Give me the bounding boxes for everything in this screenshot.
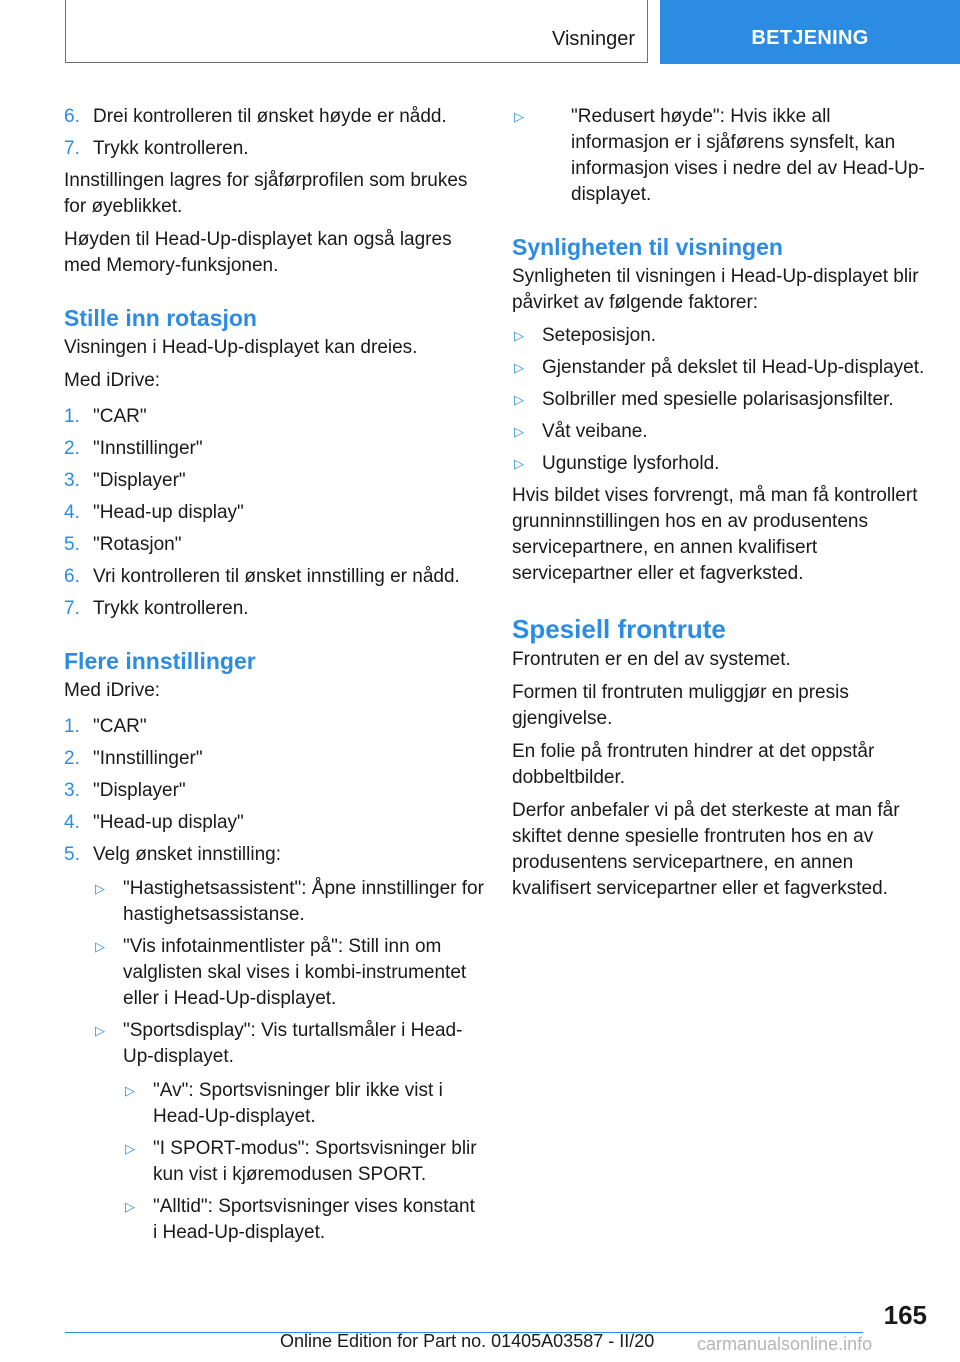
triangle-right-icon: ▷ xyxy=(95,939,105,954)
list-item: 4. "Head-up display" xyxy=(64,502,244,523)
list-item: ▷ Seteposisjon. xyxy=(512,323,932,349)
paragraph: Innstillingen lagres for sjåførprofilen som brukes for øyeblikket. xyxy=(64,170,468,217)
paragraph: Hvis bildet vises forvrengt, må man få kontrollert grunninnstillingen hos en av produsentens servicepartnere, en annen kvalifisert servicepartner eller et fagverksted. xyxy=(512,485,918,584)
paragraph: Høyden til Head-Up-displayet kan også lagres med Memory-funksjonen. xyxy=(64,229,452,276)
list-item: ▷ "Redusert høyde": Hvis ikke all informasjon er i sjåførens synsfelt, kan informasjon vises i nedre del av Head-Up-displayet. xyxy=(512,104,932,208)
heading-synlighet: Synligheten til visningen xyxy=(512,234,783,260)
list-item: 7. Trykk kontrolleren. xyxy=(64,138,249,159)
edition-note: Online Edition for Part no. 01405A03587 - II/20 xyxy=(280,1331,655,1351)
list-item: ▷ Våt veibane. xyxy=(512,419,932,445)
list-item: 2. "Innstillinger" xyxy=(64,748,203,769)
paragraph: Med iDrive: xyxy=(64,370,161,391)
settings-options xyxy=(93,876,484,1252)
continued-steps xyxy=(64,104,484,162)
heading-flere: Flere innstillinger xyxy=(64,648,256,674)
triangle-right-icon: ▷ xyxy=(514,424,524,439)
triangle-right-icon: ▷ xyxy=(95,881,105,896)
list-item: ▷ Ugunstige lysforhold. xyxy=(512,451,932,477)
triangle-right-icon: ▷ xyxy=(514,328,524,343)
list-item: 1. "CAR" xyxy=(64,716,147,737)
list-item: 1. "CAR" xyxy=(64,406,147,427)
list-item: 2. "Innstillinger" xyxy=(64,438,203,459)
triangle-right-icon: ▷ xyxy=(514,392,524,407)
triangle-right-icon: ▷ xyxy=(514,456,524,471)
paragraph: Visningen i Head-Up-displayet kan dreies. xyxy=(64,337,418,358)
triangle-right-icon: ▷ xyxy=(125,1199,135,1214)
heading-frontrute: Spesiell frontrute xyxy=(512,614,726,644)
triangle-right-icon: ▷ xyxy=(514,109,524,124)
chapter-tab: BETJENING xyxy=(660,0,960,64)
page-number: 165 xyxy=(883,1300,927,1330)
sport-options xyxy=(123,1078,484,1246)
list-item: ▷ "Sportsdisplay": Vis turtallsmåler i Head-Up-displayet. ▷ "Av": Sportsvisninger blir ikke vist i Head-Up-displayet. ▷ "I SPORT-modus": Sportsvisninger blir kun vist i kjøremodusen SPORT. ▷ "Alltid": Sportsvisninger vises konstant i Head-Up-displayet. xyxy=(93,1018,484,1252)
paragraph: Frontruten er en del av systemet. xyxy=(512,649,791,670)
triangle-right-icon: ▷ xyxy=(514,360,524,375)
heading-rotasjon: Stille inn rotasjon xyxy=(64,305,257,331)
flere-steps xyxy=(64,714,484,1258)
list-item: 3. "Displayer" xyxy=(64,470,186,491)
paragraph: Med iDrive: xyxy=(64,680,161,701)
paragraph: Formen til frontruten muliggjør en presis gjengivelse. xyxy=(512,682,849,729)
list-item: ▷ "Av": Sportsvisninger blir ikke vist i Head-Up-displayet. xyxy=(123,1078,484,1130)
list-item: 5. "Rotasjon" xyxy=(64,534,182,555)
list-item: 4. "Head-up display" xyxy=(64,812,244,833)
watermark: carmanualsonline.info xyxy=(697,1334,873,1354)
list-item: 5. Velg ønsket innstilling: ▷ "Hastighetsassistent": Åpne innstillinger for hastighetsassistanse. ▷ "Vis infotainmentlister på": Still inn om valglisten skal vises i kombi-instrumentet eller i Head-Up-displayet. ▷ "Sportsdisplay": Vis turtallsmåler i Head-Up-displayet. ▷ "Av": Sportsvisninger blir ikke vist i Head-Up-displayet. ▷ "I SPORT-modus": Sportsvisninger blir kun vist i kjøremodusen SPORT. ▷ "Alltid": Sportsvisninger vises konstant i Head-Up-displayet. xyxy=(64,842,484,1258)
list-item: ▷ "Hastighetsassistent": Åpne innstillinger for hastighetsassistanse. xyxy=(93,876,484,928)
list-item: 3. "Displayer" xyxy=(64,780,186,801)
triangle-right-icon: ▷ xyxy=(125,1141,135,1156)
list-item: ▷ "Alltid": Sportsvisninger vises konstant i Head-Up-displayet. xyxy=(123,1194,484,1246)
list-item: 7. Trykk kontrolleren. xyxy=(64,598,249,619)
left-column xyxy=(64,104,484,1264)
right-column xyxy=(512,104,932,909)
visibility-factors xyxy=(512,323,932,477)
triangle-right-icon: ▷ xyxy=(95,1023,105,1038)
paragraph: Synligheten til visningen i Head-Up-displayet blir påvirket av følgende faktorer: xyxy=(512,266,919,313)
rotasjon-steps xyxy=(64,404,484,622)
list-item: ▷ Gjenstander på dekslet til Head-Up-displayet. xyxy=(512,355,932,381)
list-item: 6. Vri kontrolleren til ønsket innstilling er nådd. xyxy=(64,566,460,587)
list-item: ▷ "Vis infotainmentlister på": Still inn om valglisten skal vises i kombi-instrumentet eller i Head-Up-displayet. xyxy=(93,934,484,1012)
triangle-right-icon: ▷ xyxy=(125,1083,135,1098)
continued-options xyxy=(512,104,932,208)
section-title: Visninger xyxy=(551,28,635,50)
paragraph: En folie på frontruten hindrer at det oppstår dobbeltbilder. xyxy=(512,741,875,788)
list-item: ▷ "I SPORT-modus": Sportsvisninger blir kun vist i kjøremodusen SPORT. xyxy=(123,1136,484,1188)
list-item: ▷ Solbriller med spesielle polarisasjonsfilter. xyxy=(512,387,932,413)
paragraph: Derfor anbefaler vi på det sterkeste at man får skiftet denne spesielle frontruten hos en av produsentens servicepartnere, en annen kvalifisert servicepartner eller et fagverksted. xyxy=(512,800,900,899)
list-item: 6. Drei kontrolleren til ønsket høyde er nådd. xyxy=(64,106,447,127)
